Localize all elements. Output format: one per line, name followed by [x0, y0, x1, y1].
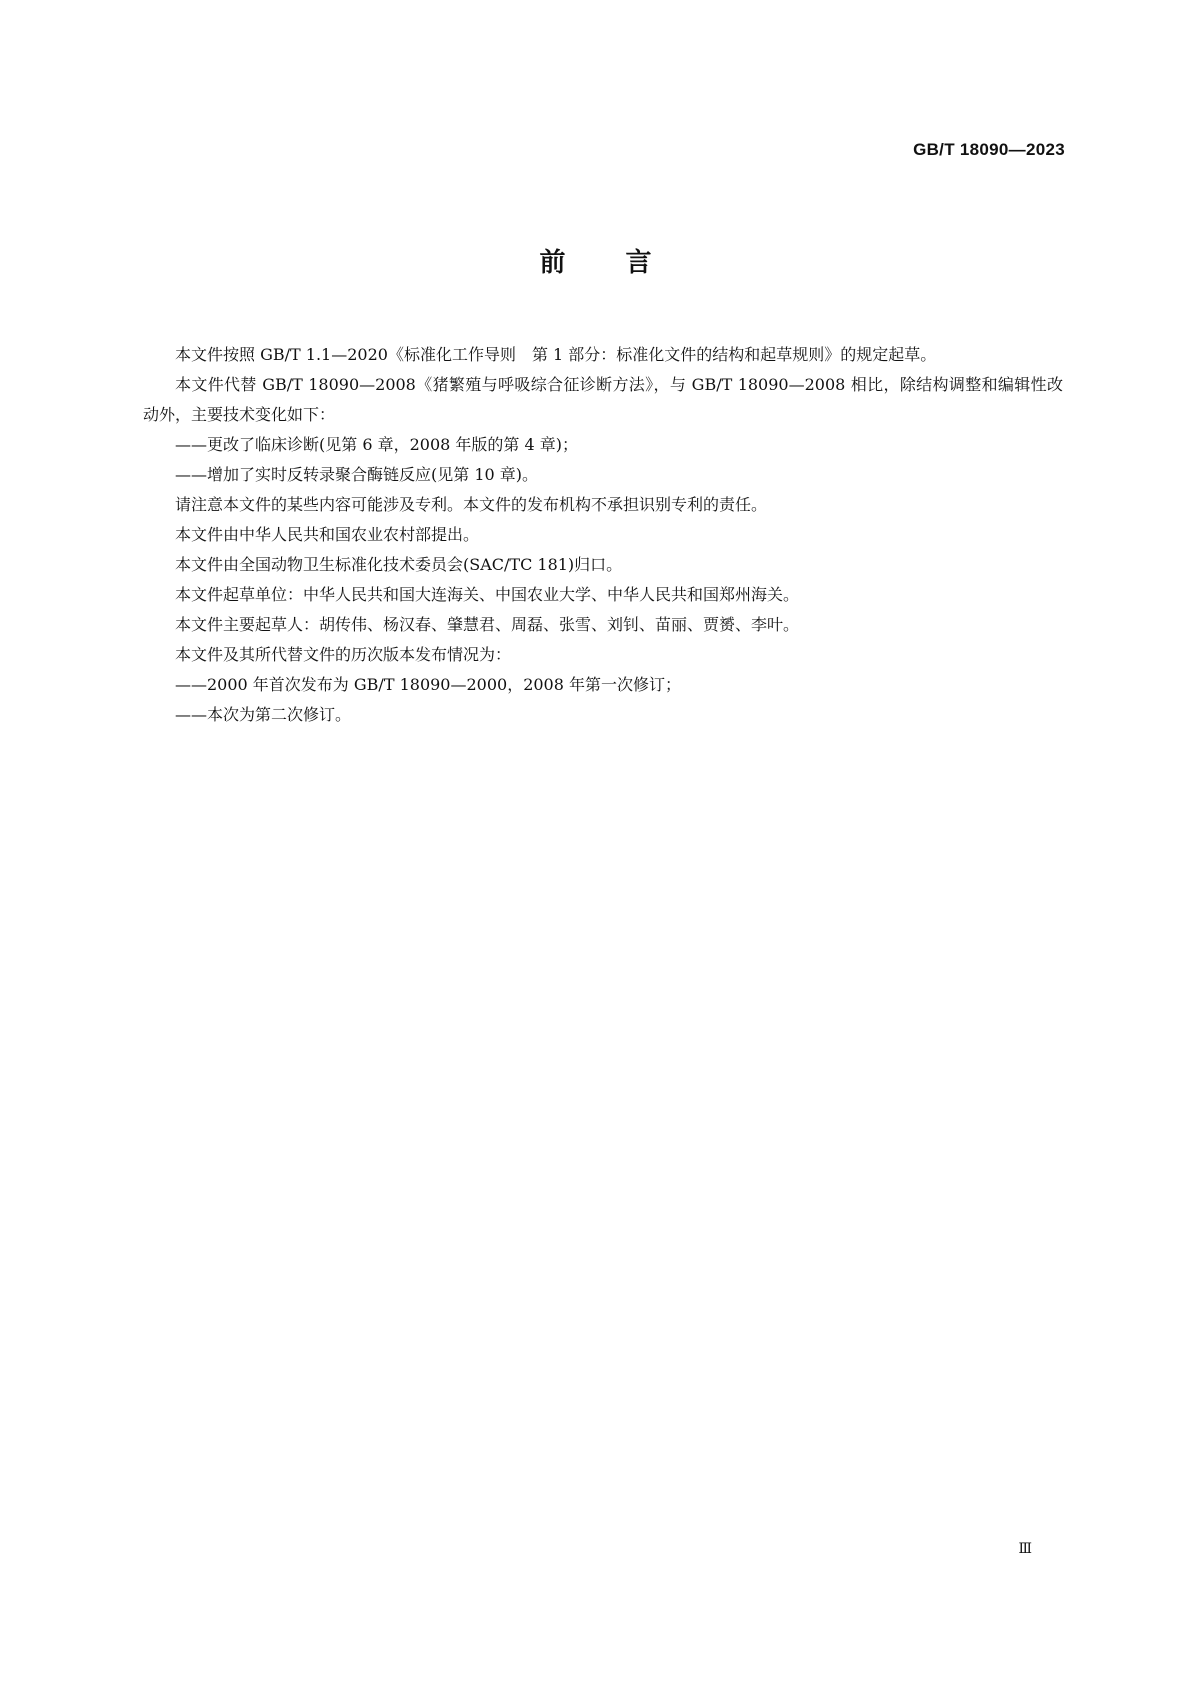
list-item-change-rt-pcr: ——增加了实时反转录聚合酶链反应(见第 10 章)。 — [175, 465, 539, 484]
paragraph-drafting-units: 本文件起草单位：中华人民共和国大连海关、中国农业大学、中华人民共和国郑州海关。 — [175, 585, 800, 604]
paragraph-proposed-by: 本文件由中华人民共和国农业农村部提出。 — [175, 525, 480, 544]
paragraph-drafting-rules: 本文件按照 GB/T 1.1—2020《标准化工作导则 第 1 部分：标准化文件的结构和起草规则》的规定起草。 — [175, 345, 937, 364]
list-item-history-current: ——本次为第二次修订。 — [175, 705, 352, 724]
page-number: Ⅲ — [1018, 1541, 1032, 1557]
list-item-history-2000: ——2000 年首次发布为 GB/T 18090—2000，2008 年第一次修订； — [175, 675, 682, 694]
paragraph-replaces: 本文件代替 GB/T 18090—2008《猪繁殖与呼吸综合征诊断方法》，与 GB/T 18090—2008 相比，除结构调整和编辑性改动外，主要技术变化如下： — [143, 375, 1063, 424]
document-body — [143, 340, 1063, 730]
list-item-change-clinical: ——更改了临床诊断(见第 6 章，2008 年版的第 4 章)； — [175, 435, 578, 454]
paragraph-managed-by: 本文件由全国动物卫生标准化技术委员会(SAC/TC 181)归口。 — [175, 555, 623, 574]
standard-number: GB/T 18090—2023 — [913, 140, 1065, 159]
paragraph-drafters: 本文件主要起草人：胡传伟、杨汉春、肇慧君、周磊、张雪、刘钊、苗丽、贾赟、李叶。 — [175, 615, 800, 634]
paragraph-version-history: 本文件及其所代替文件的历次版本发布情况为： — [175, 645, 512, 664]
page-title: 前言 — [539, 248, 712, 278]
paragraph-patent-notice: 请注意本文件的某些内容可能涉及专利。本文件的发布机构不承担识别专利的责任。 — [175, 495, 768, 514]
